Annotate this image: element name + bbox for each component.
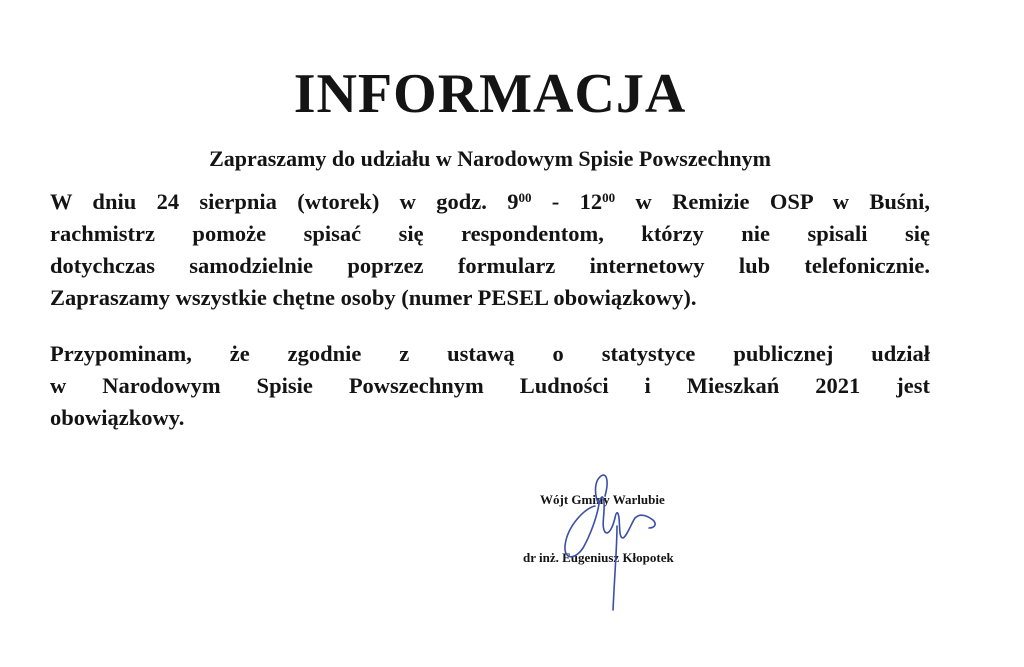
notice-title: INFORMACJA (293, 63, 687, 125)
notice-subtitle: Zapraszamy do udziału w Narodowym Spisie Powszechnym (209, 146, 771, 171)
paragraph-invitation-line-4: Zapraszamy wszystkie chętne osoby (numer PESEL obowiązkowy). (50, 285, 697, 310)
handwritten-signature (555, 468, 685, 613)
signature-stroke (565, 475, 655, 610)
signatory-office: Wójt Gminy Warlubie (540, 492, 665, 507)
paragraph-invitation-line-1 (50, 186, 930, 218)
paragraph-reminder-line-1: Przypominam, że zgodnie z ustawą o statystyce publicznej udział (50, 341, 930, 366)
paragraph-invitation-line-2: rachmistrz pomoże spisać się respondentom, którzy nie spisali się (50, 221, 930, 246)
paragraph-reminder-line-3: obowiązkowy. (50, 405, 185, 430)
date-time-text: W dniu 24 sierpnia (wtorek) w godz. 9 (50, 189, 519, 214)
paragraph-reminder (50, 338, 930, 434)
paragraph-reminder-line-2: w Narodowym Spisie Powszechnym Ludności i Mieszkań 2021 jest (50, 373, 930, 398)
location-text: w Remizie OSP w Buśni, (615, 189, 930, 214)
paragraph-invitation-line-3: dotychczas samodzielnie poprzez formularz internetowy lub telefonicznie. (50, 253, 930, 278)
end-hour-text: - 12 (531, 189, 603, 214)
end-minutes: 00 (602, 190, 616, 205)
signatory-name: dr inż. Eugeniusz Kłopotek (523, 550, 674, 565)
start-minutes: 00 (518, 190, 532, 205)
paragraph-invitation (50, 186, 930, 314)
